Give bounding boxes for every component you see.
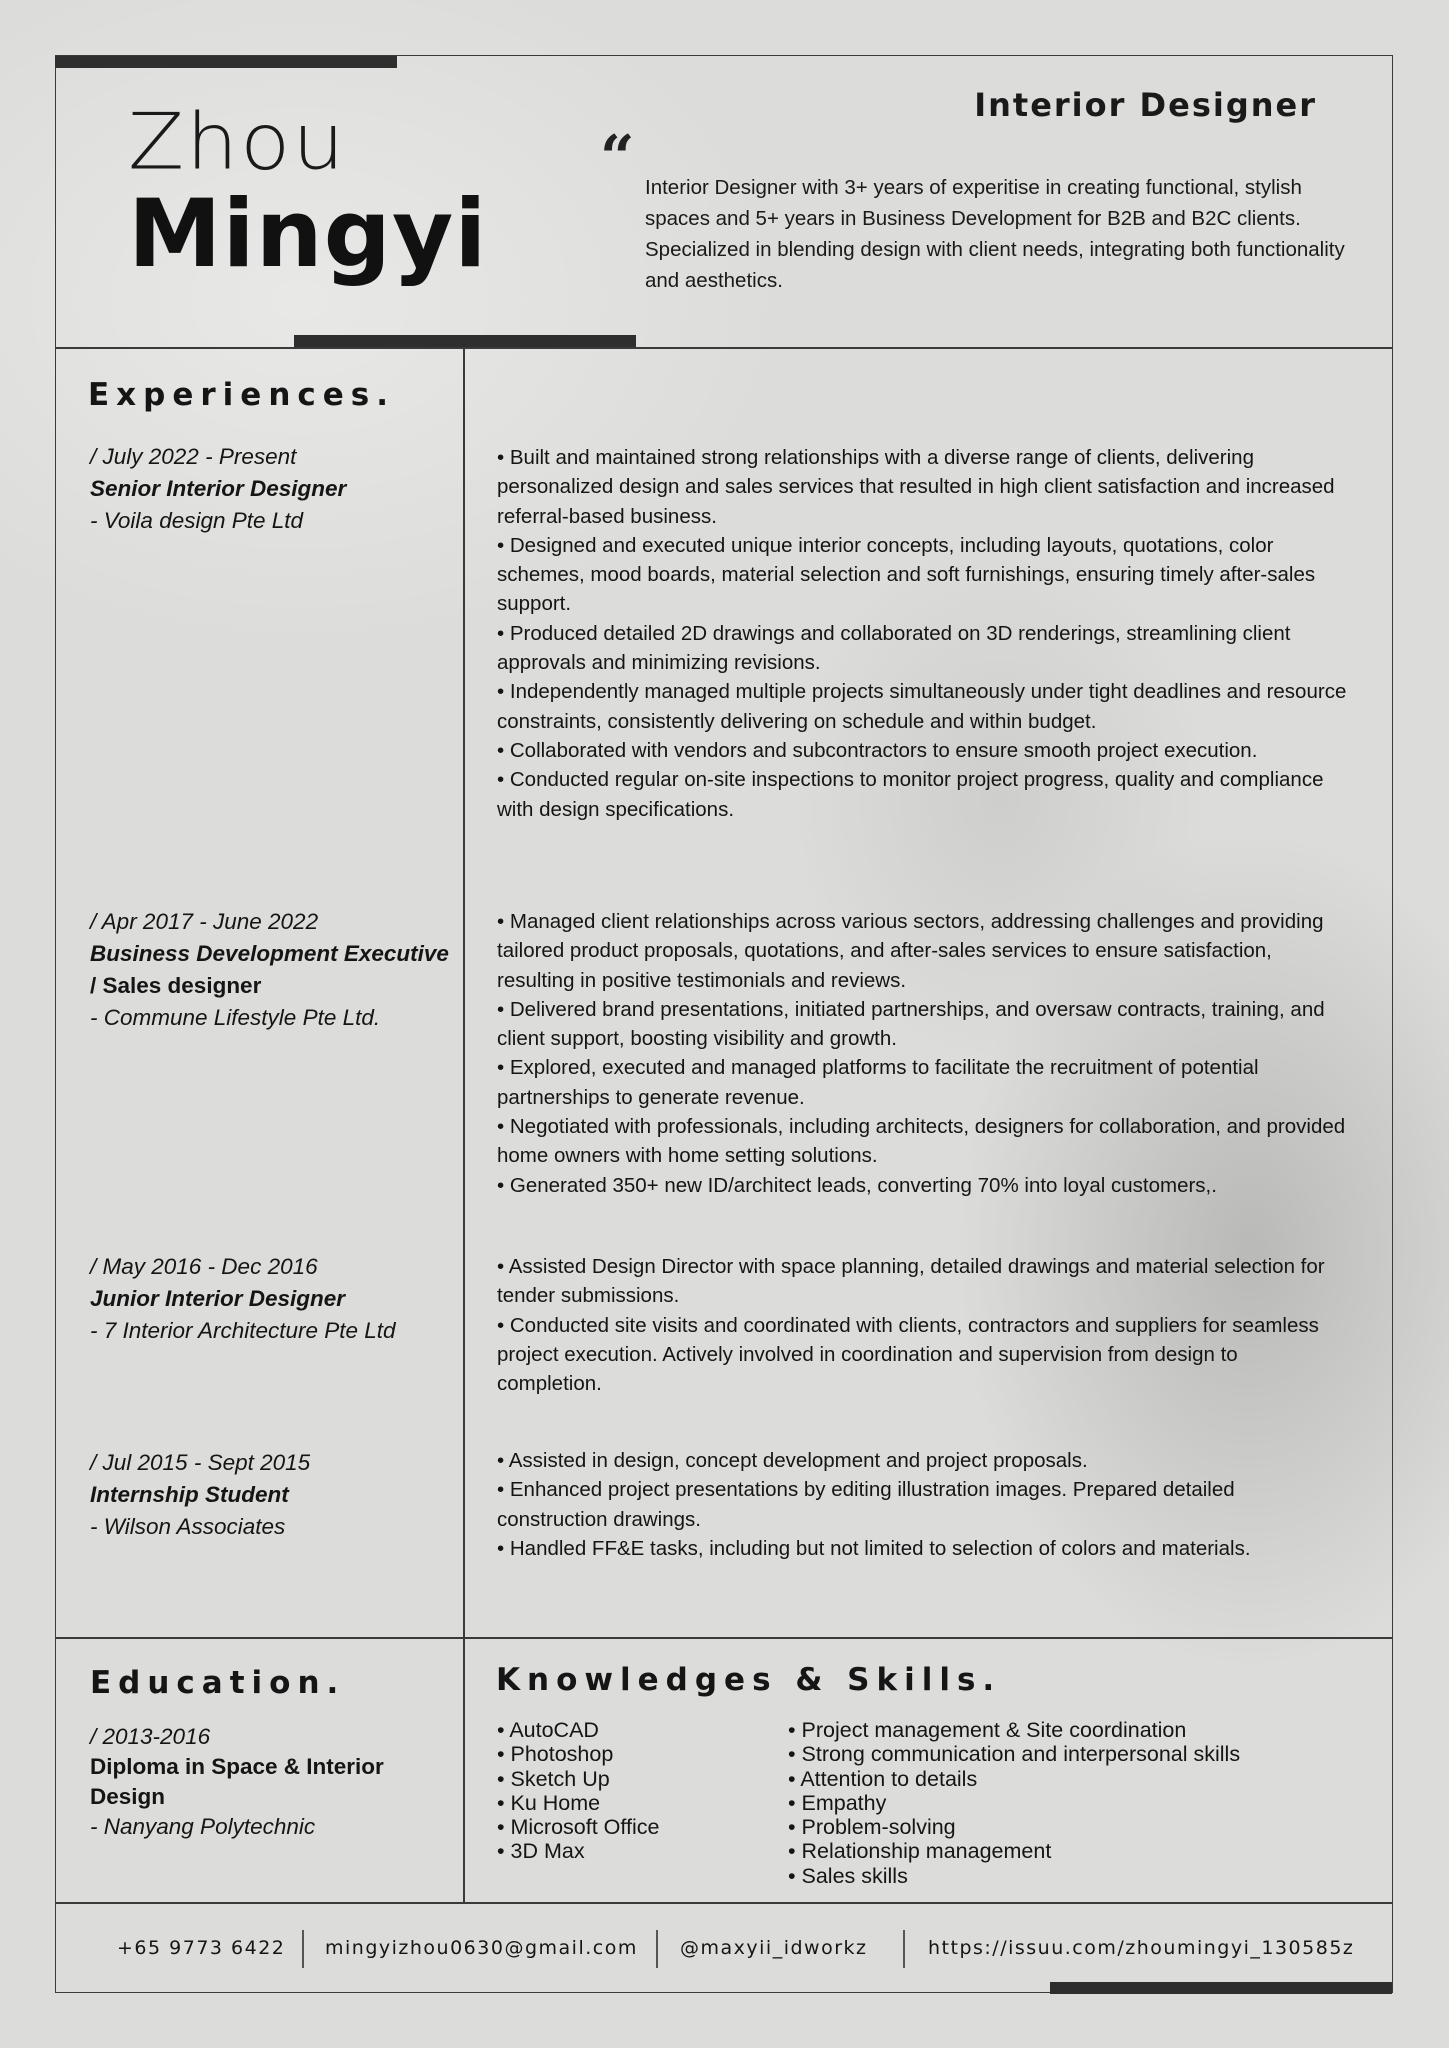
experiences-title: Experiences. <box>88 377 396 413</box>
list-item: • Relationship management <box>788 1839 1052 1864</box>
quote-icon: “ <box>600 123 635 193</box>
divider-experiences <box>55 1637 1393 1639</box>
bullet-item: • Enhanced project presentations by editing illustration images. Prepared detailed construction drawings. <box>497 1478 1235 1531</box>
contact-portfolio-link[interactable]: https://issuu.com/zhoumingyi_130585z <box>928 1937 1355 1959</box>
bullet-item: • Explored, executed and managed platforms to facilitate the recruitment of potential partnerships to generate revenue. <box>497 1056 1259 1109</box>
bullet-item: • Conducted regular on-site inspections to monitor project progress, quality and compliance with design specifications. <box>497 768 1324 821</box>
education-degree: Diploma in Space & Interior Design <box>90 1754 384 1809</box>
experience-bullets-1 <box>497 443 1347 824</box>
experience-meta-1 <box>90 441 450 537</box>
skills-title: Knowledges & Skills. <box>496 1662 1002 1698</box>
bullet-item: • Collaborated with vendors and subcontractors to ensure smooth project execution. <box>497 738 1258 762</box>
experience-bullets-3 <box>497 1252 1347 1398</box>
education-school: - Nanyang Polytechnic <box>90 1814 316 1839</box>
bullet-item: • Managed client relationships across various sectors, addressing challenges and providing tailored product proposals, quotations, and after-sales services to ensure satisfaction, resulting in positive testimonials and reviews. <box>497 910 1324 992</box>
bullet-item: • Delivered brand presentations, initiated partnerships, and oversaw contracts, training, and client support, boosting visibility and growth. <box>497 997 1325 1051</box>
contact-social-handle[interactable]: @maxyii_idworkz <box>680 1937 868 1959</box>
column-divider <box>463 347 465 1902</box>
bullet-item: • Negotiated with professionals, including architects, designers for collaboration, and provided home owners with home setting solutions. <box>497 1115 1346 1168</box>
list-item: • 3D Max <box>497 1839 585 1864</box>
bullet-item: • Built and maintained strong relationships with a diverse range of clients, delivering personalized design and sales services that resulted in high client satisfaction and increased referral-based business. <box>497 446 1335 528</box>
contact-phone[interactable]: +65 9773 6422 <box>117 1937 286 1959</box>
list-item: • Sketch Up <box>497 1766 610 1791</box>
divider-header <box>55 347 1393 349</box>
list-item: • Problem-solving <box>788 1815 956 1840</box>
experience-bullets-4 <box>497 1446 1347 1563</box>
education-date: / 2013-2016 <box>90 1724 211 1749</box>
list-item: • Sales skills <box>788 1863 908 1888</box>
soft-skills-list <box>788 1718 1388 1888</box>
bullet-item: • Produced detailed 2D drawings and collaborated on 3D renderings, streamlining client approvals and minimizing revisions. <box>497 621 1291 675</box>
experience-company: - Commune Lifestyle Pte Ltd. <box>90 1005 381 1030</box>
experience-date: / Jul 2015 - Sept 2015 <box>90 1450 311 1475</box>
list-item: • Microsoft Office <box>497 1815 660 1840</box>
list-item: • Empathy <box>788 1790 887 1815</box>
accent-bar-middle <box>294 335 636 347</box>
experience-date: / Apr 2017 - June 2022 <box>90 909 319 934</box>
bullet-item: • Designed and executed unique interior concepts, including layouts, quotations, color schemes, mood boards, material selection and soft furnishings, ensuring timely after-sales support. <box>497 533 1316 616</box>
bullet-item: • Conducted site visits and coordinated with clients, contractors and suppliers for seamless project execution. Actively involved in coordination and supervision from design to completion. <box>497 1313 1319 1396</box>
experience-role: Business Development Executive <box>90 941 449 966</box>
divider-contact <box>55 1902 1393 1904</box>
list-item: • Project management & Site coordination <box>788 1718 1187 1742</box>
education-entry <box>90 1722 450 1842</box>
last-name: Mingyi <box>128 180 488 289</box>
job-title: Interior Designer <box>974 86 1317 124</box>
list-item: • AutoCAD <box>497 1718 599 1742</box>
education-title: Education. <box>90 1665 346 1701</box>
accent-bar-bottom <box>1050 1982 1392 1994</box>
experience-role: Internship Student <box>90 1482 289 1507</box>
experience-company: - 7 Interior Architecture Pte Ltd <box>90 1318 396 1343</box>
experience-date: / July 2022 - Present <box>90 444 297 469</box>
experience-meta-4 <box>90 1447 450 1543</box>
software-skills-list <box>497 1718 777 1864</box>
accent-bar-top <box>55 56 397 68</box>
first-name: Zhou <box>128 97 347 188</box>
bullet-item: • Generated 350+ new ID/architect leads, converting 70% into loyal customers,. <box>497 1173 1217 1197</box>
contact-separator <box>903 1930 905 1968</box>
bullet-item: • Handled FF&E tasks, including but not limited to selection of colors and materials. <box>497 1536 1251 1560</box>
experience-date: / May 2016 - Dec 2016 <box>90 1254 318 1279</box>
contact-separator <box>656 1930 658 1968</box>
contact-email[interactable]: mingyizhou0630@gmail.com <box>325 1937 638 1959</box>
experience-role-secondary: / Sales designer <box>90 973 262 998</box>
bullet-item: • Assisted in design, concept development and project proposals. <box>497 1449 1088 1472</box>
bullet-item: • Independently managed multiple projects simultaneously under tight deadlines and resource constraints, consistently delivering on schedule and within budget. <box>497 680 1347 733</box>
list-item: • Photoshop <box>497 1742 614 1767</box>
contact-separator <box>302 1930 304 1968</box>
experience-company: - Voila design Pte Ltd <box>90 508 304 533</box>
list-item: • Strong communication and interpersonal skills <box>788 1742 1241 1767</box>
list-item: • Ku Home <box>497 1790 601 1815</box>
experience-company: - Wilson Associates <box>90 1514 286 1539</box>
experience-bullets-2 <box>497 907 1347 1200</box>
list-item: • Attention to details <box>788 1766 978 1791</box>
profile-summary: Interior Designer with 3+ years of experitise in creating functional, stylish spaces and 5+ years in Business Development for B2B and B2C clients. Specialized in blending design with client needs, integrating both functionality and aesthetics. <box>645 176 1345 292</box>
experience-meta-2 <box>90 906 450 1034</box>
experience-role: Senior Interior Designer <box>90 476 347 501</box>
experience-role: Junior Interior Designer <box>90 1286 346 1311</box>
bullet-item: • Assisted Design Director with space planning, detailed drawings and material selection for tender submissions. <box>497 1255 1325 1308</box>
experience-meta-3 <box>90 1251 450 1347</box>
